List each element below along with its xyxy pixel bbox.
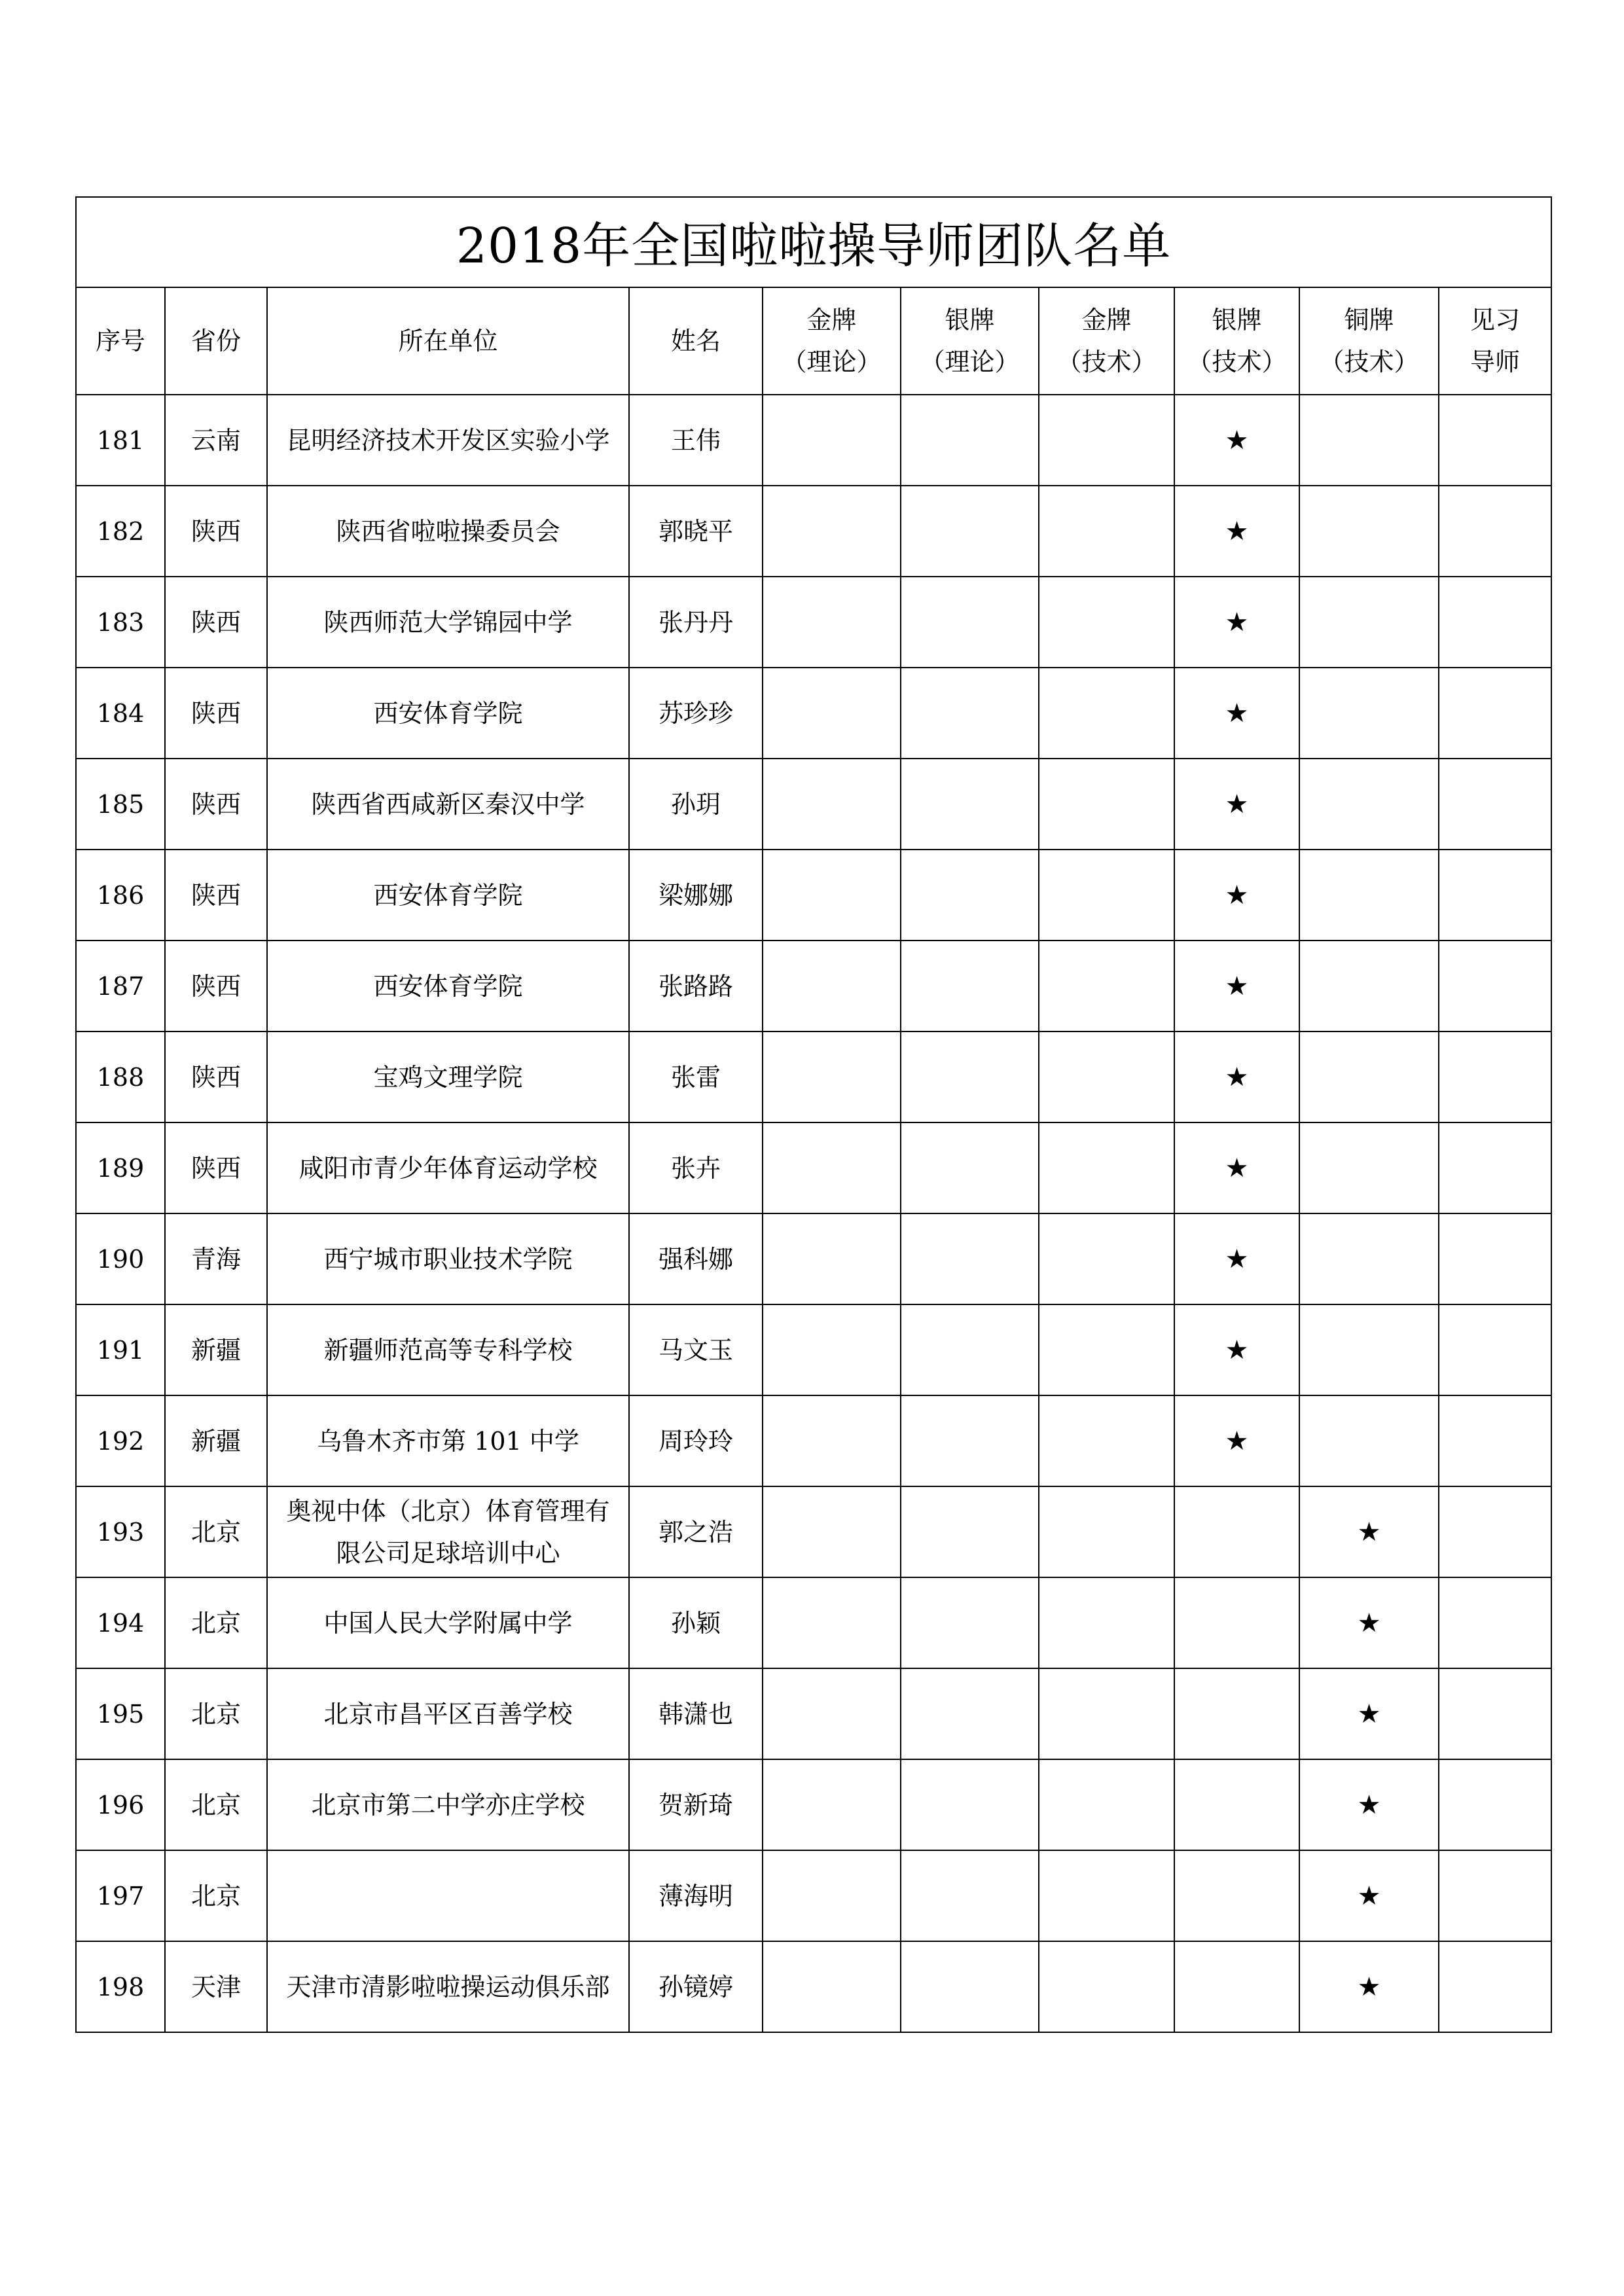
cell-province: 北京 <box>165 1759 267 1850</box>
cell-gold-theory <box>763 395 901 486</box>
header-province <box>165 287 267 395</box>
cell-silver-theory <box>901 1850 1039 1941</box>
cell-silver-tech <box>1174 486 1299 577</box>
cell-province: 北京 <box>165 1850 267 1941</box>
cell-gold-tech <box>1039 668 1174 759</box>
unit-line: 北京市第二中学亦庄学校 <box>311 1790 585 1820</box>
cell-no: 195 <box>76 1668 165 1759</box>
table-row <box>76 1031 1551 1122</box>
cell-trainee <box>1439 1759 1551 1850</box>
cell-silver-tech <box>1174 395 1299 486</box>
page-title: 2018年全国啦啦操导师团队名单 <box>76 197 1551 287</box>
table-row <box>76 1850 1551 1941</box>
cell-unit <box>267 486 629 577</box>
cell-trainee <box>1439 941 1551 1031</box>
cell-province: 青海 <box>165 1213 267 1304</box>
cell-bronze-tech <box>1299 1122 1439 1213</box>
header-label: （理论） <box>782 348 882 376</box>
cell-gold-tech <box>1039 1213 1174 1304</box>
header-name <box>629 287 763 395</box>
cell-province: 天津 <box>165 1941 267 2032</box>
star-icon: ★ <box>1357 1880 1381 1911</box>
cell-bronze-tech <box>1299 1395 1439 1486</box>
cell-no: 181 <box>76 395 165 486</box>
cell-unit <box>267 1941 629 2032</box>
cell-silver-theory <box>901 668 1039 759</box>
star-icon: ★ <box>1225 516 1249 547</box>
cell-unit <box>267 577 629 668</box>
star-icon: ★ <box>1225 789 1249 819</box>
cell-gold-theory <box>763 1759 901 1850</box>
cell-unit <box>267 1122 629 1213</box>
cell-trainee <box>1439 668 1551 759</box>
cell-no: 187 <box>76 941 165 1031</box>
unit-line: 昆明经济技术开发区实验小学 <box>286 425 610 455</box>
cell-gold-tech <box>1039 850 1174 941</box>
star-icon: ★ <box>1357 1516 1381 1547</box>
cell-province: 陕西 <box>165 486 267 577</box>
cell-trainee <box>1439 1031 1551 1122</box>
cell-silver-tech <box>1174 1304 1299 1395</box>
table-row <box>76 1668 1551 1759</box>
cell-name: 张雷 <box>629 1031 763 1122</box>
cell-trainee <box>1439 1122 1551 1213</box>
header-no <box>76 287 165 395</box>
cell-gold-theory <box>763 577 901 668</box>
cell-no: 191 <box>76 1304 165 1395</box>
cell-silver-tech <box>1174 1668 1299 1759</box>
cell-unit <box>267 1304 629 1395</box>
header-label: （技术） <box>1187 348 1287 376</box>
header-trainee <box>1439 287 1551 395</box>
cell-no: 188 <box>76 1031 165 1122</box>
unit-line: 乌鲁木齐市第 101 中学 <box>317 1426 579 1456</box>
roster-table <box>75 196 1552 2033</box>
star-icon: ★ <box>1357 1971 1381 2002</box>
unit-line: 陕西省啦啦操委员会 <box>336 516 560 546</box>
cell-unit <box>267 1486 629 1577</box>
cell-no: 186 <box>76 850 165 941</box>
star-icon: ★ <box>1225 971 1249 1001</box>
cell-province: 新疆 <box>165 1304 267 1395</box>
header-silver-theory <box>901 287 1039 395</box>
cell-province: 陕西 <box>165 1031 267 1122</box>
cell-bronze-tech <box>1299 486 1439 577</box>
cell-name: 强科娜 <box>629 1213 763 1304</box>
header-label: （理论） <box>920 348 1020 376</box>
cell-silver-theory <box>901 1395 1039 1486</box>
cell-silver-theory <box>901 1668 1039 1759</box>
cell-province: 陕西 <box>165 1122 267 1213</box>
header-label: （技术） <box>1319 348 1419 376</box>
cell-gold-theory <box>763 668 901 759</box>
cell-name: 张卉 <box>629 1122 763 1213</box>
cell-gold-theory <box>763 1395 901 1486</box>
cell-gold-tech <box>1039 1941 1174 2032</box>
cell-trainee <box>1439 577 1551 668</box>
cell-unit <box>267 850 629 941</box>
cell-name: 张路路 <box>629 941 763 1031</box>
cell-bronze-tech <box>1299 941 1439 1031</box>
header-silver-tech <box>1174 287 1299 395</box>
cell-bronze-tech <box>1299 1941 1439 2032</box>
cell-gold-theory <box>763 1577 901 1668</box>
cell-trainee <box>1439 486 1551 577</box>
cell-gold-theory <box>763 1122 901 1213</box>
unit-line: 咸阳市青少年体育运动学校 <box>298 1153 598 1183</box>
cell-province: 新疆 <box>165 1395 267 1486</box>
cell-province: 北京 <box>165 1486 267 1577</box>
cell-gold-tech <box>1039 1577 1174 1668</box>
cell-bronze-tech <box>1299 759 1439 850</box>
cell-province: 陕西 <box>165 668 267 759</box>
cell-gold-tech <box>1039 1486 1174 1577</box>
cell-bronze-tech <box>1299 1031 1439 1122</box>
cell-bronze-tech <box>1299 1759 1439 1850</box>
cell-no: 197 <box>76 1850 165 1941</box>
cell-no: 196 <box>76 1759 165 1850</box>
cell-trainee <box>1439 1395 1551 1486</box>
cell-trainee <box>1439 1941 1551 2032</box>
cell-unit <box>267 1577 629 1668</box>
header-label: 见习 <box>1470 306 1521 334</box>
cell-gold-tech <box>1039 577 1174 668</box>
cell-bronze-tech <box>1299 1213 1439 1304</box>
cell-silver-theory <box>901 577 1039 668</box>
cell-gold-tech <box>1039 759 1174 850</box>
cell-silver-theory <box>901 1577 1039 1668</box>
cell-no: 185 <box>76 759 165 850</box>
cell-gold-theory <box>763 486 901 577</box>
header-bronze-tech <box>1299 287 1439 395</box>
cell-no: 183 <box>76 577 165 668</box>
star-icon: ★ <box>1225 880 1249 910</box>
cell-name: 梁娜娜 <box>629 850 763 941</box>
unit-line: 西安体育学院 <box>373 880 523 910</box>
header-unit <box>267 287 629 395</box>
cell-trainee <box>1439 1850 1551 1941</box>
cell-gold-tech <box>1039 1122 1174 1213</box>
cell-no: 189 <box>76 1122 165 1213</box>
star-icon: ★ <box>1225 1426 1249 1456</box>
star-icon: ★ <box>1357 1698 1381 1729</box>
unit-line: 西宁城市职业技术学院 <box>323 1244 573 1274</box>
star-icon: ★ <box>1357 1607 1381 1638</box>
header-label: 序号 <box>95 327 145 355</box>
table-row <box>76 1395 1551 1486</box>
header-label: 姓名 <box>670 327 721 355</box>
cell-province: 陕西 <box>165 850 267 941</box>
unit-line: 陕西省西咸新区秦汉中学 <box>311 789 585 819</box>
cell-unit <box>267 1031 629 1122</box>
cell-silver-theory <box>901 1304 1039 1395</box>
cell-trainee <box>1439 395 1551 486</box>
cell-province: 云南 <box>165 395 267 486</box>
cell-name: 张丹丹 <box>629 577 763 668</box>
cell-silver-theory <box>901 1031 1039 1122</box>
cell-gold-tech <box>1039 1668 1174 1759</box>
star-icon: ★ <box>1225 425 1249 456</box>
header-label: 导师 <box>1470 348 1521 376</box>
cell-gold-theory <box>763 1941 901 2032</box>
cell-unit <box>267 759 629 850</box>
cell-name: 韩潇也 <box>629 1668 763 1759</box>
table-row <box>76 1304 1551 1395</box>
cell-province: 陕西 <box>165 577 267 668</box>
header-label: 铜牌 <box>1344 306 1394 334</box>
cell-unit <box>267 941 629 1031</box>
cell-no: 182 <box>76 486 165 577</box>
header-label: （技术） <box>1056 348 1157 376</box>
cell-province: 陕西 <box>165 941 267 1031</box>
header-label: 金牌 <box>806 306 857 334</box>
cell-bronze-tech <box>1299 395 1439 486</box>
cell-gold-tech <box>1039 1395 1174 1486</box>
cell-silver-tech <box>1174 850 1299 941</box>
star-icon: ★ <box>1225 1062 1249 1092</box>
header-label: 省份 <box>190 327 241 355</box>
cell-gold-tech <box>1039 1031 1174 1122</box>
star-icon: ★ <box>1225 607 1249 637</box>
cell-name: 贺新琦 <box>629 1759 763 1850</box>
unit-line: 北京市昌平区百善学校 <box>323 1699 573 1729</box>
cell-bronze-tech <box>1299 850 1439 941</box>
cell-province: 北京 <box>165 1577 267 1668</box>
cell-silver-theory <box>901 395 1039 486</box>
cell-bronze-tech <box>1299 668 1439 759</box>
cell-trainee <box>1439 1577 1551 1668</box>
cell-silver-tech <box>1174 1759 1299 1850</box>
cell-no: 198 <box>76 1941 165 2032</box>
cell-name: 马文玉 <box>629 1304 763 1395</box>
table-row <box>76 577 1551 668</box>
cell-no: 190 <box>76 1213 165 1304</box>
table-row <box>76 668 1551 759</box>
cell-unit <box>267 1668 629 1759</box>
table-row <box>76 1941 1551 2032</box>
cell-silver-tech <box>1174 1122 1299 1213</box>
cell-silver-theory <box>901 1213 1039 1304</box>
cell-gold-theory <box>763 1213 901 1304</box>
table-row <box>76 1577 1551 1668</box>
header-label: 银牌 <box>945 306 995 334</box>
header-gold-theory <box>763 287 901 395</box>
cell-no: 193 <box>76 1486 165 1577</box>
star-icon: ★ <box>1225 1244 1249 1274</box>
unit-line: 陕西师范大学锦园中学 <box>323 607 573 637</box>
header-label: 银牌 <box>1212 306 1262 334</box>
cell-trainee <box>1439 1486 1551 1577</box>
cell-silver-tech <box>1174 1577 1299 1668</box>
cell-unit <box>267 1213 629 1304</box>
unit-line: 限公司足球培训中心 <box>336 1538 560 1568</box>
cell-trainee <box>1439 1668 1551 1759</box>
cell-silver-tech <box>1174 1031 1299 1122</box>
table-row <box>76 1486 1551 1577</box>
star-icon: ★ <box>1225 1153 1249 1183</box>
cell-gold-tech <box>1039 1759 1174 1850</box>
cell-silver-tech <box>1174 577 1299 668</box>
cell-name: 周玲玲 <box>629 1395 763 1486</box>
cell-unit <box>267 1759 629 1850</box>
cell-silver-theory <box>901 1122 1039 1213</box>
cell-silver-tech <box>1174 941 1299 1031</box>
cell-silver-theory <box>901 1941 1039 2032</box>
cell-gold-tech <box>1039 395 1174 486</box>
table-row <box>76 759 1551 850</box>
table-row <box>76 941 1551 1031</box>
cell-name: 郭之浩 <box>629 1486 763 1577</box>
cell-silver-tech <box>1174 1850 1299 1941</box>
cell-silver-tech <box>1174 1941 1299 2032</box>
header-row <box>76 287 1551 395</box>
cell-name: 孙玥 <box>629 759 763 850</box>
header-gold-tech <box>1039 287 1174 395</box>
cell-silver-theory <box>901 1486 1039 1577</box>
cell-province: 陕西 <box>165 759 267 850</box>
cell-silver-tech <box>1174 1395 1299 1486</box>
cell-gold-theory <box>763 1304 901 1395</box>
cell-silver-tech <box>1174 1213 1299 1304</box>
cell-gold-theory <box>763 1486 901 1577</box>
unit-line: 奥视中体（北京）体育管理有 <box>286 1496 610 1526</box>
cell-unit <box>267 395 629 486</box>
cell-silver-theory <box>901 486 1039 577</box>
cell-bronze-tech <box>1299 577 1439 668</box>
cell-bronze-tech <box>1299 1304 1439 1395</box>
unit-line: 中国人民大学附属中学 <box>323 1608 573 1638</box>
cell-trainee <box>1439 759 1551 850</box>
cell-gold-tech <box>1039 1850 1174 1941</box>
cell-name: 郭晓平 <box>629 486 763 577</box>
star-icon: ★ <box>1225 1335 1249 1365</box>
unit-line: 西安体育学院 <box>373 698 523 728</box>
unit-line: 新疆师范高等专科学校 <box>323 1335 573 1365</box>
table-row <box>76 395 1551 486</box>
header-label: 金牌 <box>1081 306 1132 334</box>
cell-gold-theory <box>763 1668 901 1759</box>
cell-gold-theory <box>763 1031 901 1122</box>
cell-gold-theory <box>763 759 901 850</box>
cell-silver-theory <box>901 1759 1039 1850</box>
cell-province: 北京 <box>165 1668 267 1759</box>
table-row <box>76 850 1551 941</box>
title-row <box>76 197 1551 287</box>
cell-silver-theory <box>901 759 1039 850</box>
cell-gold-tech <box>1039 486 1174 577</box>
cell-gold-theory <box>763 850 901 941</box>
unit-line: 天津市清影啦啦操运动俱乐部 <box>286 1972 610 2001</box>
table-row <box>76 1213 1551 1304</box>
table-row <box>76 1759 1551 1850</box>
cell-silver-tech <box>1174 1486 1299 1577</box>
cell-unit <box>267 1395 629 1486</box>
cell-gold-theory <box>763 941 901 1031</box>
cell-gold-theory <box>763 1850 901 1941</box>
cell-silver-tech <box>1174 668 1299 759</box>
cell-silver-theory <box>901 850 1039 941</box>
header-label: 所在单位 <box>398 327 498 355</box>
cell-no: 194 <box>76 1577 165 1668</box>
cell-bronze-tech <box>1299 1486 1439 1577</box>
cell-name: 王伟 <box>629 395 763 486</box>
cell-silver-tech <box>1174 759 1299 850</box>
cell-name: 孙颖 <box>629 1577 763 1668</box>
cell-no: 184 <box>76 668 165 759</box>
cell-bronze-tech <box>1299 1850 1439 1941</box>
cell-no: 192 <box>76 1395 165 1486</box>
cell-gold-tech <box>1039 941 1174 1031</box>
star-icon: ★ <box>1357 1789 1381 1820</box>
cell-trainee <box>1439 1304 1551 1395</box>
cell-unit <box>267 668 629 759</box>
cell-trainee <box>1439 1213 1551 1304</box>
unit-line: 宝鸡文理学院 <box>373 1062 523 1092</box>
cell-silver-theory <box>901 941 1039 1031</box>
cell-name: 苏珍珍 <box>629 668 763 759</box>
cell-gold-tech <box>1039 1304 1174 1395</box>
cell-unit <box>267 1850 629 1941</box>
cell-bronze-tech <box>1299 1577 1439 1668</box>
star-icon: ★ <box>1225 698 1249 728</box>
cell-trainee <box>1439 850 1551 941</box>
table-row <box>76 486 1551 577</box>
unit-line: 西安体育学院 <box>373 971 523 1001</box>
table-row <box>76 1122 1551 1213</box>
cell-bronze-tech <box>1299 1668 1439 1759</box>
cell-name: 孙镜婷 <box>629 1941 763 2032</box>
cell-name: 薄海明 <box>629 1850 763 1941</box>
